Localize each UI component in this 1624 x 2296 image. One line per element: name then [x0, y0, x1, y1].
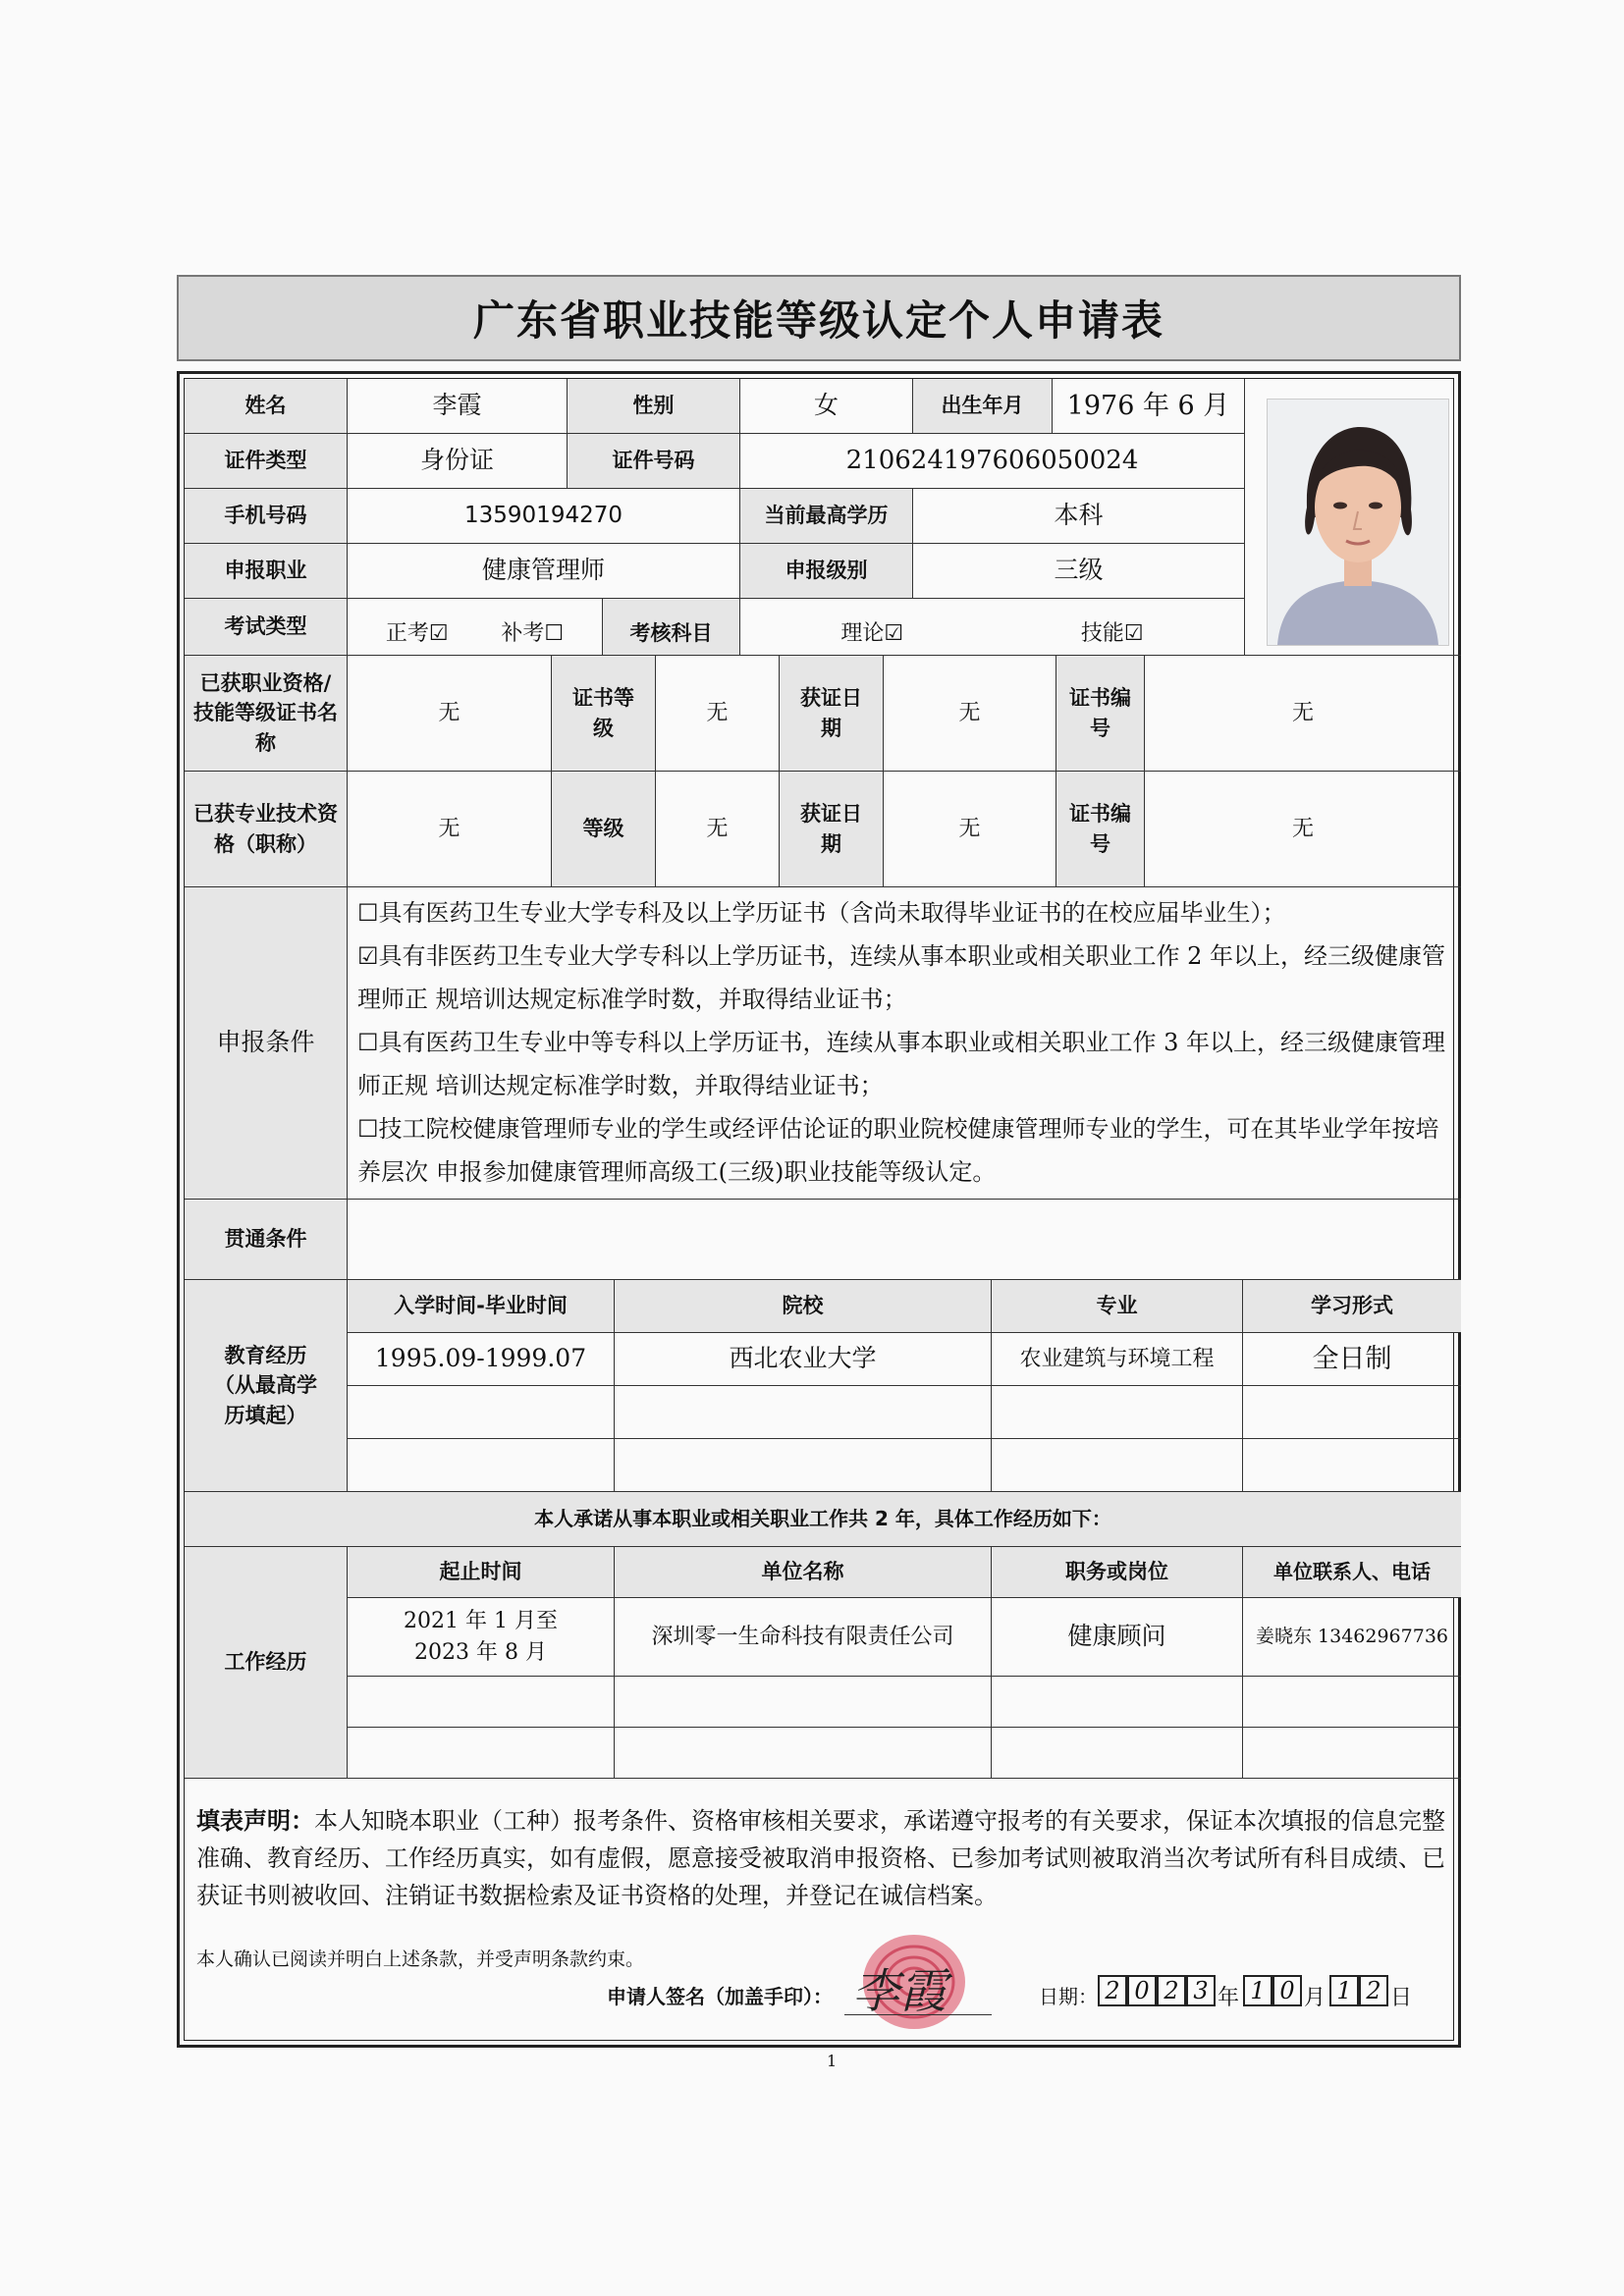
- work-row1-time: 2021 年 1 月至 2023 年 8 月: [348, 1598, 615, 1677]
- form-grid: [184, 378, 1454, 2041]
- cert1-date-label: 获证日期: [780, 656, 884, 772]
- edu-row3-time: [348, 1439, 615, 1492]
- edu-row1-school: 西北农业大学: [615, 1333, 992, 1386]
- birth-value: 1976 年 6 月: [1053, 379, 1245, 434]
- photo-cell: [1245, 379, 1461, 656]
- date-month-unit: 月: [1304, 1986, 1326, 2010]
- level-label: 申报级别: [740, 544, 913, 599]
- cert1-name: 无: [348, 656, 552, 772]
- exam-type-regular: 正考☑: [385, 620, 449, 646]
- edu-row2-major: [992, 1386, 1243, 1439]
- edu-row3-school: [615, 1439, 992, 1492]
- level-value: 三级: [913, 544, 1245, 599]
- cert2-no: 无: [1145, 772, 1461, 887]
- work-header-unit: 单位名称: [615, 1547, 992, 1598]
- work-row2-contact: [1243, 1677, 1461, 1728]
- edu-row3-mode: [1243, 1439, 1461, 1492]
- cert2-grade-label: 等级: [552, 772, 656, 887]
- work-row3-unit: [615, 1728, 992, 1779]
- work-row1-position: 健康顾问: [992, 1598, 1243, 1677]
- signature-label: 申请人签名（加盖手印）：: [607, 1985, 833, 2008]
- work-header-time: 起止时间: [348, 1547, 615, 1598]
- subject-options: [740, 599, 1245, 656]
- cert2-no-label: 证书编号: [1056, 772, 1145, 887]
- subject-theory: 理论☑: [840, 620, 904, 646]
- signature-image: 李霞: [852, 1964, 947, 2019]
- cert2-date: 无: [884, 772, 1056, 887]
- id-no-value: 210624197606050024: [740, 434, 1245, 489]
- conditions-label: 申报条件: [185, 887, 348, 1200]
- phone-label: 手机号码: [185, 489, 348, 544]
- edu-row2-mode: [1243, 1386, 1461, 1439]
- cert1-no-label: 证书编号: [1056, 656, 1145, 772]
- cert2-date-label: 获证日期: [780, 772, 884, 887]
- edu-row2-time: [348, 1386, 615, 1439]
- condition-item-2: ☑具有非医药卫生专业大学专科以上学历证书，连续从事本职业或相关职业工作 2 年以上，经三级健康管理师正 规培训达规定标准学时数，并取得结业证书；: [357, 942, 1446, 1013]
- date-year-digit-1: 2: [1098, 1975, 1127, 2006]
- signature-line: [844, 2014, 992, 2015]
- edu-header-mode: 学习形式: [1243, 1280, 1461, 1333]
- work-row1-contact: 姜晓东 13462967736: [1243, 1598, 1461, 1677]
- cert1-label: 已获职业资格/技能等级证书名称: [185, 656, 348, 772]
- date-year-digit-2: 0: [1127, 1975, 1157, 2006]
- exam-type-makeup: 补考☐: [501, 620, 565, 646]
- cert2-label: 已获专业技术资格（职称）: [185, 772, 348, 887]
- edu-header-school: 院校: [615, 1280, 992, 1333]
- phone-value: 13590194270: [348, 489, 740, 544]
- gender-value: 女: [740, 379, 913, 434]
- date-year-digit-3: 2: [1157, 1975, 1186, 2006]
- work-header-position: 职务或岗位: [992, 1547, 1243, 1598]
- cert1-no: 无: [1145, 656, 1461, 772]
- page-number: 1: [827, 2052, 838, 2070]
- application-form: [177, 371, 1461, 2048]
- cert2-grade: 无: [656, 772, 780, 887]
- date-month-digit-1: 1: [1243, 1975, 1272, 2006]
- confirm-text: 本人确认已阅读并明白上述条款，并受声明条款约束。: [196, 1949, 645, 1970]
- date-day-digit-1: 1: [1329, 1975, 1359, 2006]
- id-type-value: 身份证: [348, 434, 568, 489]
- work-row3-time: [348, 1728, 615, 1779]
- birth-label: 出生年月: [913, 379, 1053, 434]
- date-label: 日期：: [1039, 1985, 1098, 2008]
- job-label: 申报职业: [185, 544, 348, 599]
- condition-item-3: ☐具有医药卫生专业中等专科以上学历证书，连续从事本职业或相关职业工作 3 年以上，经三级健康管理师正规 培训达规定标准学时数，并取得结业证书；: [357, 1029, 1446, 1099]
- declaration: [196, 1802, 1453, 1914]
- declaration-text: 本人知晓本职业（工种）报考条件、资格审核相关要求，承诺遵守报考的有关要求，保证本次填报的信息完整准确、教育经历、工作经历真实，如有虚假，愿意接受被取消申报资格、已参加考试则被取消当次考试所有科目成绩、已获证书则被收回、注销证书数据检索及证书资格的处理，并登记在诚信档案。: [196, 1807, 1445, 1909]
- gender-label: 性别: [568, 379, 740, 434]
- id-no-label: 证件号码: [568, 434, 740, 489]
- date-month-digit-2: 0: [1272, 1975, 1302, 2006]
- declaration-label: 填表声明：: [196, 1807, 314, 1835]
- work-header-contact: 单位联系人、电话: [1243, 1547, 1461, 1598]
- through-value: [348, 1200, 1461, 1280]
- subject-skill: 技能☑: [1080, 620, 1144, 646]
- work-row3-contact: [1243, 1728, 1461, 1779]
- edu-label: 当前最高学历: [740, 489, 913, 544]
- edu-row1-time: 1995.09-1999.07: [348, 1333, 615, 1386]
- work-row2-position: [992, 1677, 1243, 1728]
- date-day-digit-2: 2: [1359, 1975, 1388, 2006]
- date-year-unit: 年: [1218, 1986, 1240, 2010]
- work-promise: 本人承诺从事本职业或相关职业工作共 2 年，具体工作经历如下：: [185, 1492, 1461, 1547]
- work-label: 工作经历: [185, 1547, 348, 1779]
- edu-value: 本科: [913, 489, 1245, 544]
- portrait-image: [1268, 400, 1448, 645]
- id-type-label: 证件类型: [185, 434, 348, 489]
- work-row1-unit: 深圳零一生命科技有限责任公司: [615, 1598, 992, 1677]
- conditions-list: [348, 887, 1461, 1200]
- edu-row1-mode: 全日制: [1243, 1333, 1461, 1386]
- work-row3-position: [992, 1728, 1243, 1779]
- name-value: 李霞: [348, 379, 568, 434]
- cert1-grade: 无: [656, 656, 780, 772]
- edu-row1-major: 农业建筑与环境工程: [992, 1333, 1243, 1386]
- applicant-photo: [1267, 399, 1449, 646]
- cert1-date: 无: [884, 656, 1056, 772]
- form-title-bar: [177, 275, 1461, 361]
- subject-label: 考核科目: [603, 599, 740, 656]
- edu-header-time: 入学时间-毕业时间: [348, 1280, 615, 1333]
- exam-type-options: [348, 599, 603, 656]
- edu-row3-major: [992, 1439, 1243, 1492]
- through-label: 贯通条件: [185, 1200, 348, 1280]
- condition-item-1: ☐具有医药卫生专业大学专科及以上学历证书（含尚未取得毕业证书的在校应届毕业生）；: [357, 899, 1286, 927]
- date-year-digit-4: 3: [1186, 1975, 1216, 2006]
- cert2-name: 无: [348, 772, 552, 887]
- name-label: 姓名: [185, 379, 348, 434]
- work-row2-time: [348, 1677, 615, 1728]
- exam-type-label: 考试类型: [185, 599, 348, 656]
- date-day-unit: 日: [1390, 1986, 1413, 2010]
- work-row2-unit: [615, 1677, 992, 1728]
- condition-item-4: ☐技工院校健康管理师专业的学生或经评估论证的职业院校健康管理师专业的学生，可在其毕业学年按培养层次 申报参加健康管理师高级工(三级)职业技能等级认定。: [357, 1115, 1439, 1186]
- job-value: 健康管理师: [348, 544, 740, 599]
- edu-header-major: 专业: [992, 1280, 1243, 1333]
- cert1-grade-label: 证书等级: [552, 656, 656, 772]
- edu-row2-school: [615, 1386, 992, 1439]
- form-title: 广东省职业技能等级认定个人申请表: [472, 296, 1164, 345]
- education-label: 教育经历（从最高学历填起）: [185, 1280, 348, 1492]
